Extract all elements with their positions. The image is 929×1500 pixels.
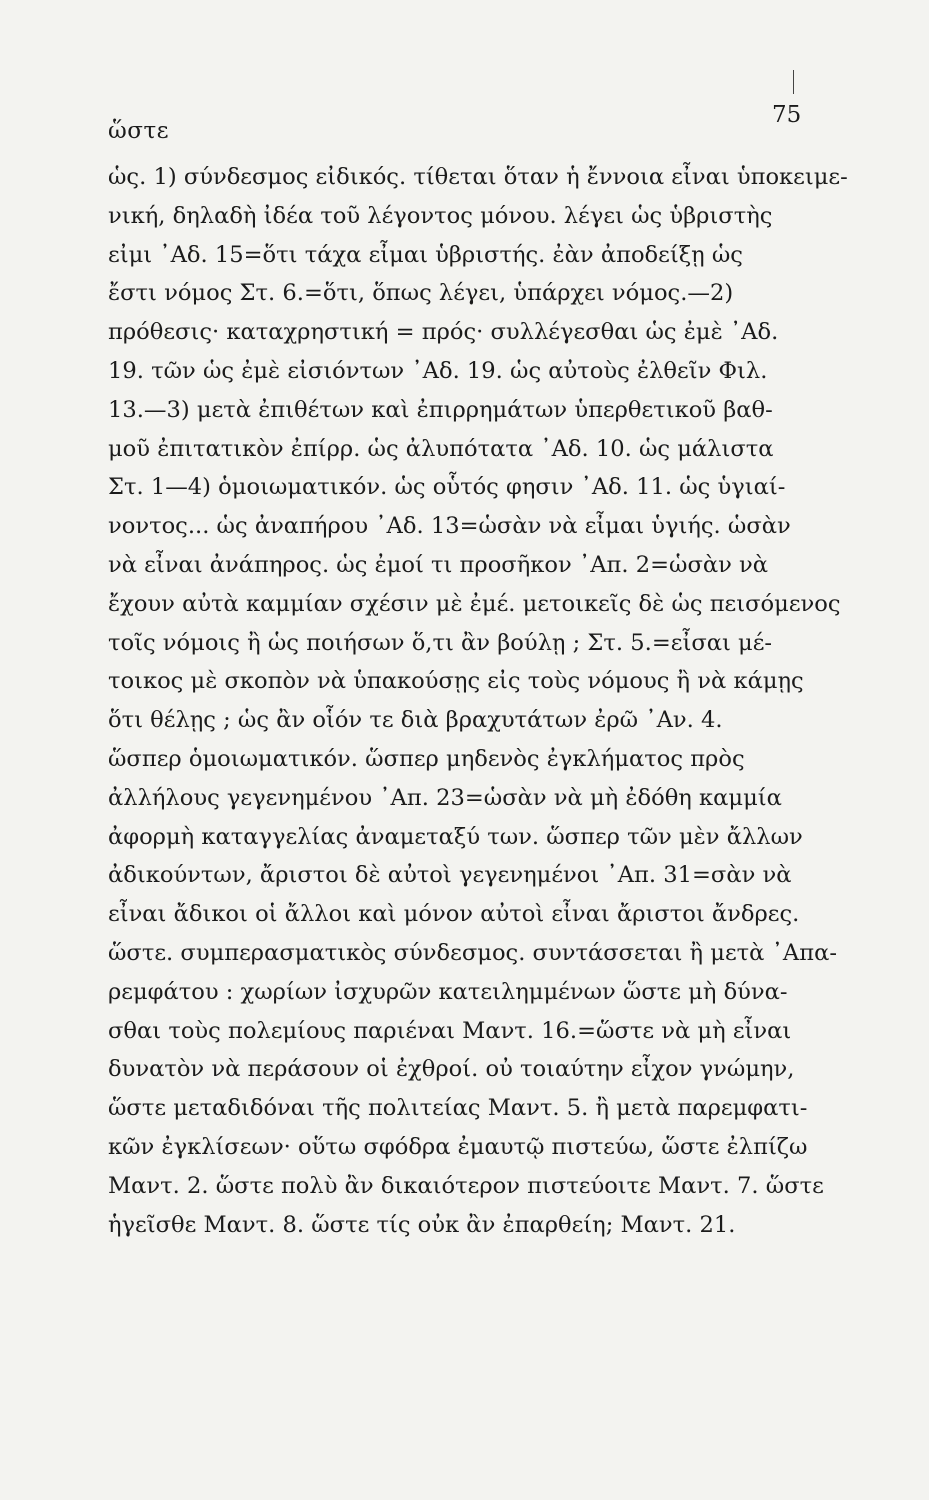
text-line: νὰ εἶναι ἀνάπηρος. ὡς ἐμοί τι προσῆκον ᾿Απ. 2=ὡσὰν νὰ — [108, 551, 769, 578]
text-line: ὥστε μεταδιδόναι τῆς πολιτείας Μαντ. 5. ἢ μετὰ παρεμφατι- — [108, 1095, 808, 1122]
text-line: ἀφορμὴ καταγγελίας ἀναμεταξύ των. ὥσπερ τῶν μὲν ἄλλων — [108, 823, 803, 850]
text-line: τοῖς νόμοις ἢ ὡς ποιήσων ὅ,τι ἂν βούλῃ ; Στ. 5.=εἶσαι μέ- — [108, 629, 773, 656]
text-line: ἀλλήλους γεγενημένου ᾿Απ. 23=ὡσὰν νὰ μὴ ἐδόθη καμμία — [108, 784, 782, 811]
text-line: ὥσπερ ὁμοιωματικόν. ὥσπερ μηδενὸς ἐγκλήματος πρὸς — [108, 745, 745, 772]
text-line: 13.—3) μετὰ ἐπιθέτων καὶ ἐπιρρημάτων ὑπερθετικοῦ βαθ- — [108, 396, 773, 423]
text-line: κῶν ἐγκλίσεων· οὕτω σφόδρα ἐμαυτῷ πιστεύω, ὥστε ἐλπίζω — [108, 1133, 808, 1160]
text-line: ὅτι θέλῃς ; ὡς ἂν οἷόν τε διὰ βραχυτάτων ἐρῶ ᾿Αν. 4. — [108, 707, 723, 734]
text-line: νική, δηλαδὴ ἰδέα τοῦ λέγοντος μόνου. λέγει ὡς ὑβριστὴς — [108, 202, 773, 229]
running-head: ὥστε — [108, 118, 170, 144]
text-line: ἔχουν αὐτὰ καμμίαν σχέσιν μὲ ἐμέ. μετοικεῖς δὲ ὡς πεισόμενος — [108, 590, 841, 617]
text-line: ὡς. 1) σύνδεσμος εἰδικός. τίθεται ὅταν ἡ ἔννοια εἶναι ὑποκειμε- — [108, 164, 848, 190]
text-line: Μαντ. 2. ὥστε πολὺ ἂν δικαιότερον πιστεύοιτε Μαντ. 7. ὥστε — [108, 1172, 824, 1199]
text-line: ἡγεῖσθε Μαντ. 8. ὥστε τίς οὐκ ἂν ἐπαρθείη; Μαντ. 21. — [108, 1211, 736, 1238]
text-line: νοντος... ὡς ἀναπήρου ᾿Αδ. 13=ὡσὰν νὰ εἶμαι ὑγιής. ὡσὰν — [108, 513, 791, 540]
text-line: ρεμφάτου : χωρίων ἰσχυρῶν κατειλημμένων ὥστε μὴ δύνα- — [108, 978, 788, 1005]
text-line: σθαι τοὺς πολεμίους παριέναι Μαντ. 16.=ὥστε νὰ μὴ εἶναι — [108, 1017, 792, 1044]
text-line: ἔστι νόμος Στ. 6.=ὅτι, ὅπως λέγει, ὑπάρχει νόμος.—2) — [108, 280, 734, 307]
text-line: μοῦ ἐπιτατικὸν ἐπίρρ. ὡς ἀλυπότατα ᾿Αδ. 10. ὡς μάλιστα — [108, 435, 774, 462]
text-line: πρόθεσις· καταχρηστική = πρός· συλλέγεσθαι ὡς ἐμὲ ᾿Αδ. — [108, 319, 779, 346]
text-line: ὥστε. συμπερασματικὸς σύνδεσμος. συντάσσεται ἢ μετὰ ᾿Απα- — [108, 939, 837, 966]
margin-mark — [793, 70, 794, 94]
text-line: Στ. 1—4) ὁμοιωματικόν. ὡς οὗτός φησιν ᾿Αδ. 11. ὡς ὑγιαί- — [108, 474, 786, 501]
dictionary-text-block — [108, 158, 848, 1244]
text-line: εἶναι ἄδικοι οἱ ἄλλοι καὶ μόνον αὐτοὶ εἶναι ἄριστοι ἄνδρες. — [108, 901, 800, 928]
text-line: τοικος μὲ σκοπὸν νὰ ὑπακούσῃς εἰς τοὺς νόμους ἢ νὰ κάμῃς — [108, 668, 804, 695]
text-line: 19. τῶν ὡς ἐμὲ εἰσιόντων ᾿Αδ. 19. ὡς αὐτοὺς ἐλθεῖν Φιλ. — [108, 357, 768, 384]
text-line: δυνατὸν νὰ περάσουν οἱ ἐχθροί. οὐ τοιαύτην εἶχον γνώμην, — [108, 1056, 795, 1083]
text-line: ἀδικούντων, ἄριστοι δὲ αὐτοὶ γεγενημένοι ᾿Απ. 31=σὰν νὰ — [108, 862, 792, 889]
text-line: εἰμι ᾿Αδ. 15=ὅτι τάχα εἶμαι ὑβριστής. ἐὰν ἀποδείξῃ ὡς — [108, 241, 743, 268]
page-number: 75 — [772, 102, 802, 128]
